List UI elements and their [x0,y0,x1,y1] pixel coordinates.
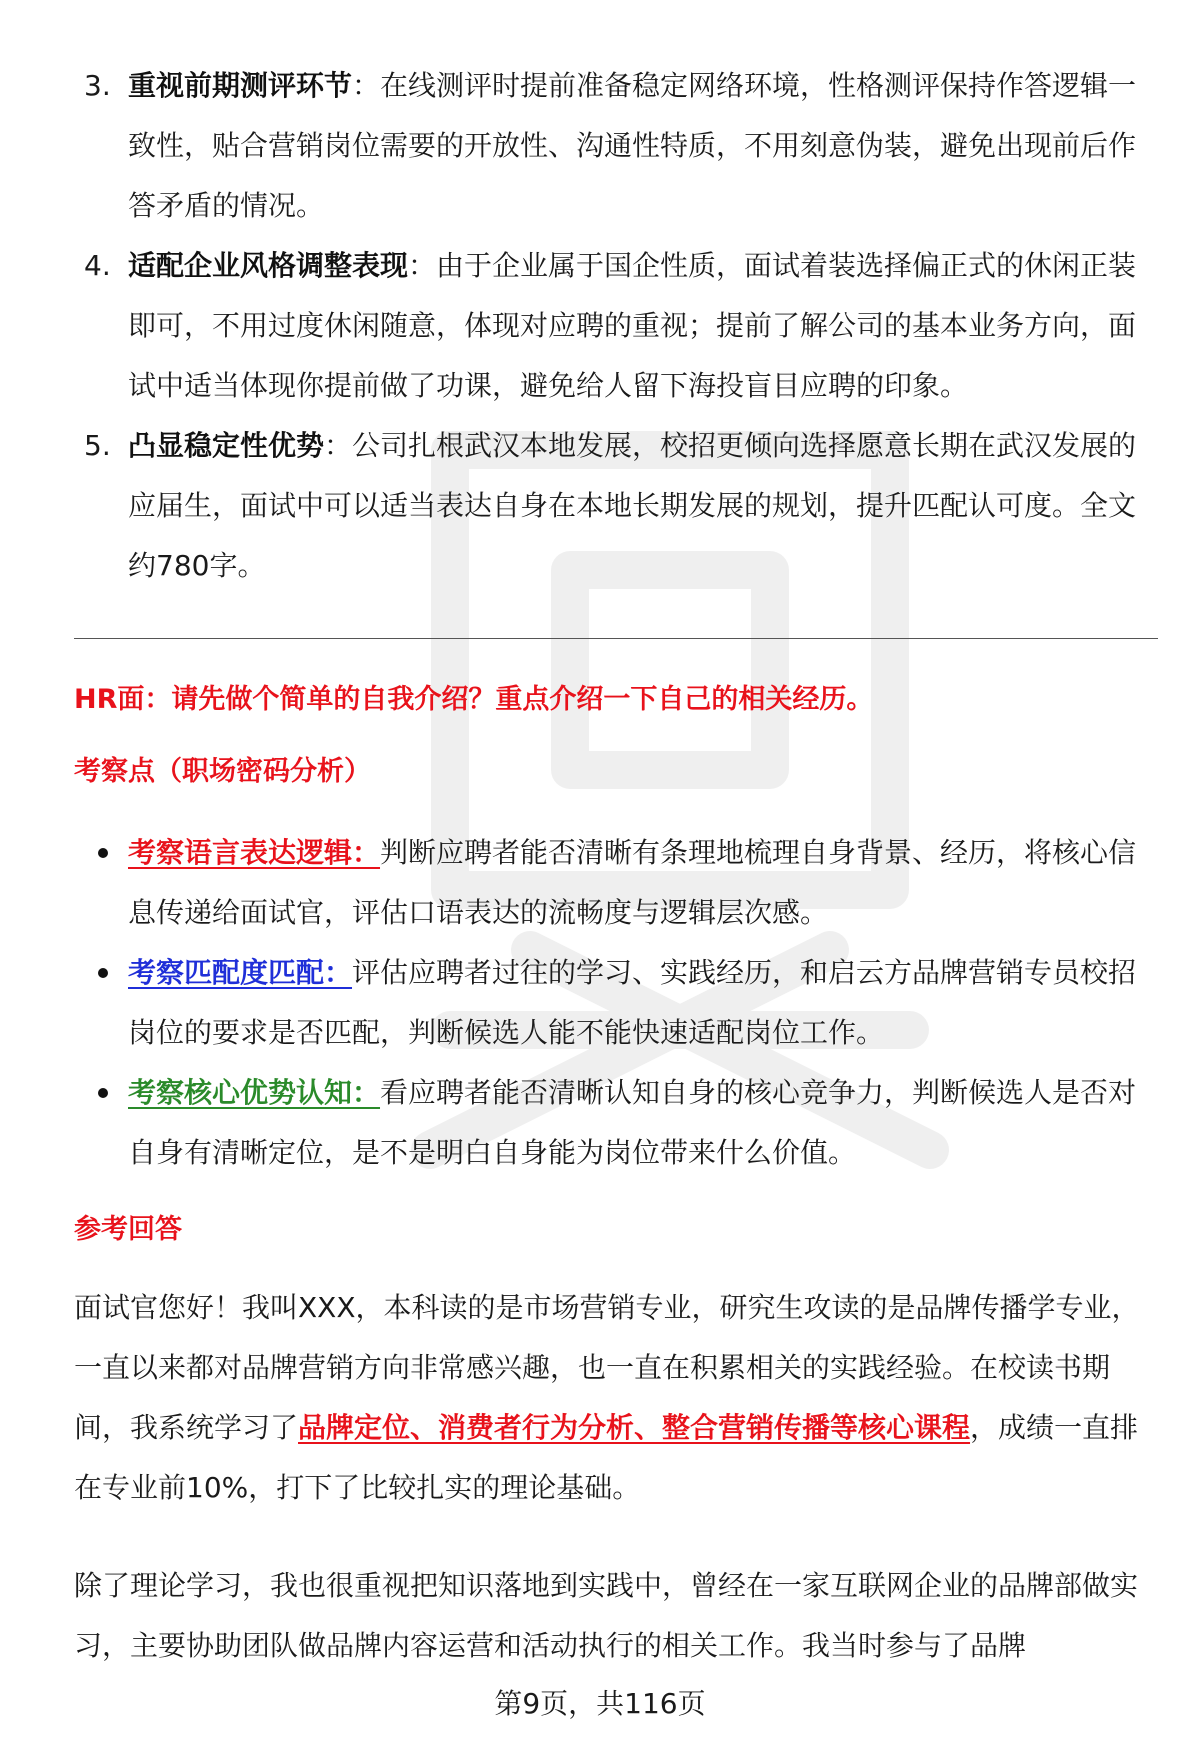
point-label: 考察核心优势认知： [128,1076,381,1109]
point-label: 考察匹配度匹配： [128,956,353,989]
tips-list [0,56,1200,596]
bullet-icon [98,848,108,858]
tip-number: 5. [84,429,111,462]
analysis-point [0,1063,1200,1183]
tip-title: 适配企业风格调整表现 [128,249,409,282]
hr-question: HR面：请先做个简单的自我介绍？重点介绍一下自己的相关经历。 [74,684,874,715]
tip-item-4 [0,236,1200,416]
analysis-point [0,943,1200,1063]
tip-item-3 [0,56,1200,236]
tip-number: 3. [84,69,111,102]
analysis-points-list [0,823,1200,1183]
point-text: 判断应聘者能否清晰有条理地梳理自身背景、经历，将核心信息传递给面试官，评估口语表达的流畅度与逻辑层次感。 [128,836,1137,929]
answer-emphasis: 品牌定位、消费者行为分析、整合营销传播等核心课程 [298,1411,971,1444]
tip-item-5 [0,416,1200,596]
tip-title: 重视前期测评环节 [128,69,353,102]
point-text: 评估应聘者过往的学习、实践经历，和启云方品牌营销专员校招岗位的要求是否匹配，判断候选人能不能快速适配岗位工作。 [128,956,1137,1049]
tip-text: 公司扎根武汉本地发展，校招更倾向选择愿意长期在武汉发展的应届生，面试中可以适当表达自身在本地长期发展的规划，提升匹配认可度。全文约780字。 [128,429,1137,582]
answer-paragraph-1 [74,1278,1154,1518]
answer-text: 面试官您好！我叫XXX，本科读的是市场营销专业，研究生攻读的是品牌传播学专业，一直以来都对品牌营销方向非常感兴趣，也一直在积累相关的实践经验。在校读书期间，我系统学习了 [74,1291,1140,1444]
answer-text: ，成绩一直排在专业前10%，打下了比较扎实的理论基础。 [74,1411,1139,1504]
page-footer: 第9页，共116页 [494,1687,706,1720]
answer-title: 参考回答 [74,1214,182,1245]
point-label: 考察语言表达逻辑： [128,836,381,869]
analysis-point [0,823,1200,943]
answer-paragraph-2: 除了理论学习，我也很重视把知识落地到实践中，曾经在一家互联网企业的品牌部做实习，主要协助团队做品牌内容运营和活动执行的相关工作。我当时参与了品牌 [74,1569,1139,1662]
bullet-icon [98,968,108,978]
point-text: 看应聘者能否清晰认知自身的核心竞争力，判断候选人是否对自身有清晰定位，是不是明白自身能为岗位带来什么价值。 [128,1076,1137,1169]
tip-number: 4. [84,249,111,282]
tip-separator: ： [352,69,381,102]
section-divider [74,638,1158,639]
bullet-icon [98,1088,108,1098]
tip-text: 在线测评时提前准备稳定网络环境，性格测评保持作答逻辑一致性，贴合营销岗位需要的开放性、沟通性特质，不用刻意伪装，避免出现前后作答矛盾的情况。 [128,69,1137,222]
tip-separator: ： [324,429,353,462]
analysis-title: 考察点（职场密码分析） [74,756,371,787]
tip-separator: ： [408,249,437,282]
tip-title: 凸显稳定性优势 [128,429,325,462]
tip-text: 由于企业属于国企性质，面试着装选择偏正式的休闲正装即可，不用过度休闲随意，体现对应聘的重视；提前了解公司的基本业务方向，面试中适当体现你提前做了功课，避免给人留下海投盲目应聘的印象。 [128,249,1137,402]
